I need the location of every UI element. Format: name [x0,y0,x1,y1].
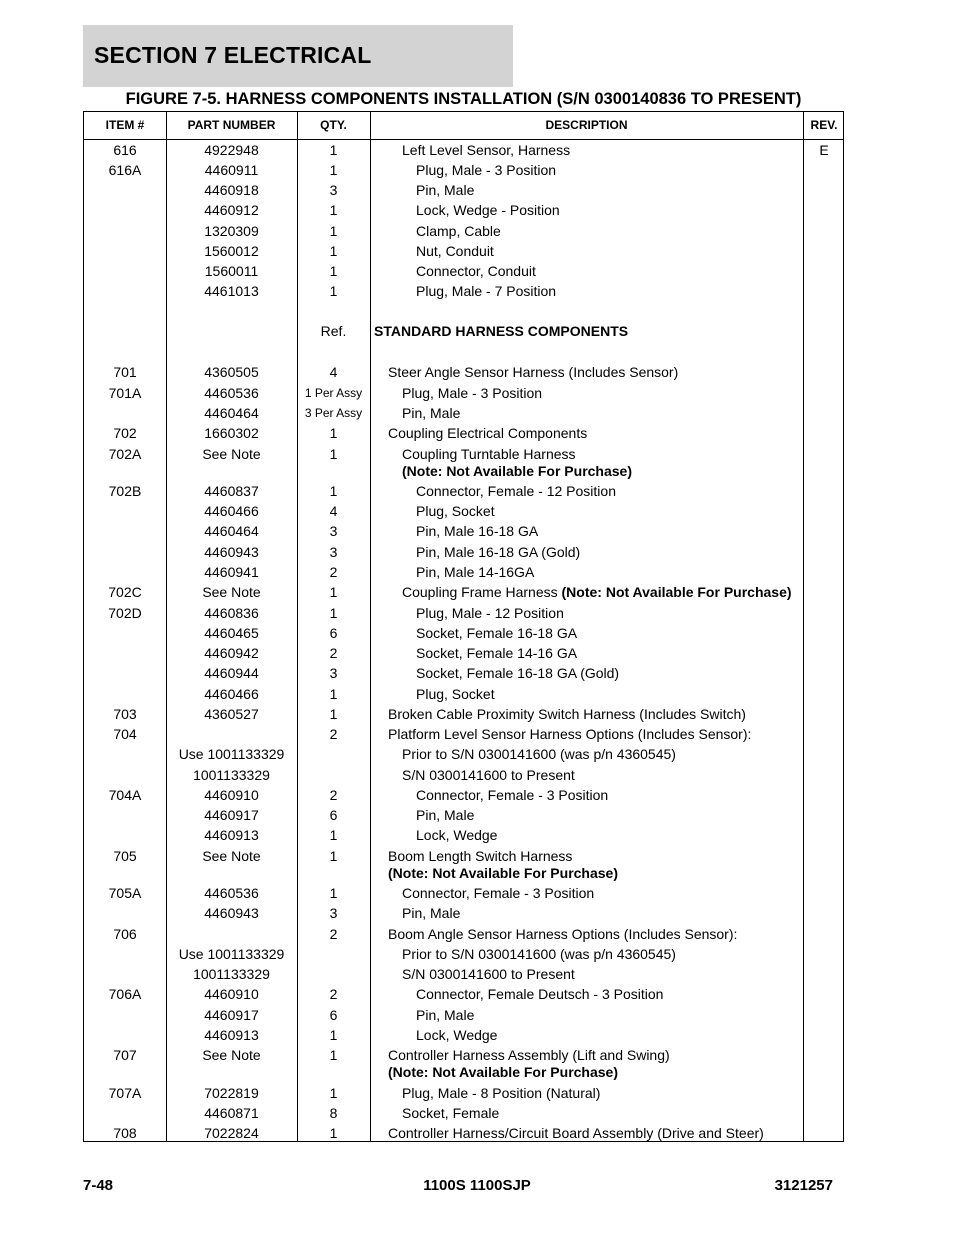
description-text: Socket, Female 16-18 GA [416,625,578,641]
note-text: (Note: Not Available For Purchase) [388,1064,619,1080]
part-number-cell: 1560011 [204,263,259,279]
description-cell [374,706,818,723]
description-cell [374,283,846,300]
header-part-number: PART NUMBER [187,118,276,132]
description-text: Connector, Female - 12 Position [416,483,616,499]
parts-table [83,111,844,1142]
description-text: Plug, Male - 3 Position [416,162,557,178]
description-cell [374,605,846,622]
qty-cell: 2 [329,787,338,803]
description-text: Plug, Male - 3 Position [402,385,543,401]
item-number-cell: 704A [108,787,142,803]
qty-cell: 1 [329,223,338,239]
qty-cell: 3 [329,182,338,198]
header-description: DESCRIPTION [545,118,628,132]
part-number-cell: 4460918 [204,182,259,198]
description-cell [374,686,846,703]
part-number-cell: 4460871 [204,1105,259,1121]
description-cell [374,1007,846,1024]
description-text: Plug, Male - 12 Position [416,605,564,621]
part-number-cell: 7022819 [204,1085,259,1101]
qty-cell: 1 [329,446,338,462]
qty-cell: 1 [329,202,338,218]
description-text: Pin, Male 16-18 GA (Gold) [416,544,581,560]
description-cell [374,926,818,943]
part-number-cell: 4460941 [204,564,259,580]
description-text: Platform Level Sensor Harness Options (Includes Sensor): [388,726,752,742]
part-number-cell: See Note [202,446,261,462]
part-number-cell: 1660302 [204,425,259,441]
description-text: Plug, Male - 7 Position [416,283,557,299]
description-text: Lock, Wedge [416,1027,498,1043]
qty-cell: 6 [329,1007,338,1023]
qty-cell: 1 [329,1027,338,1043]
description-text: Boom Length Switch Harness [388,848,573,864]
part-number-cell: 4460913 [204,827,259,843]
qty-cell: 6 [329,807,338,823]
note-text: (Note: Not Available For Purchase) [388,865,619,881]
part-number-cell: 4460944 [204,665,259,681]
item-number-cell: 705A [108,885,142,901]
qty-cell: 1 [329,1085,338,1101]
part-number-cell: 4460917 [204,1007,259,1023]
description-text: Coupling Turntable Harness [402,446,576,462]
description-cell [374,202,846,219]
note-text: (Note: Not Available For Purchase) [402,463,633,479]
item-number-cell: 702A [108,446,142,462]
qty-cell: 2 [329,986,338,1002]
qty-cell: 2 [329,564,338,580]
description-cell [374,544,846,561]
part-number-cell: See Note [202,1047,261,1063]
description-cell [374,405,832,422]
description-text: Pin, Male [416,807,475,823]
item-number-cell: 707 [113,1047,137,1063]
description-cell [374,425,818,442]
qty-cell: 1 [329,605,338,621]
qty-cell: 3 [329,905,338,921]
description-cell [374,1125,818,1142]
header-divider [84,139,843,140]
description-cell [374,946,832,963]
item-number-cell: 702 [113,425,137,441]
part-number-cell: 1001133329 [193,966,270,982]
description-text: Prior to S/N 0300141600 (was p/n 4360545) [402,746,676,762]
qty-cell: 2 [329,726,338,742]
part-number-cell: 4460917 [204,807,259,823]
description-text: S/N 0300141600 to Present [402,966,575,982]
part-number-cell: See Note [202,848,261,864]
qty-cell: 1 [329,848,338,864]
part-number-cell: Use 1001133329 [178,746,285,762]
description-cell [374,1047,818,1081]
document-number: 3121257 [774,1177,833,1194]
description-text: Plug, Socket [416,686,495,702]
description-text: Pin, Male [402,405,461,421]
description-text: Coupling Electrical Components [388,425,588,441]
description-cell [374,323,804,340]
model-name: 1100S 1100SJP [423,1177,531,1194]
description-text: Socket, Female 16-18 GA (Gold) [416,665,620,681]
part-number-cell: 4460910 [204,787,259,803]
description-cell [374,807,846,824]
qty-cell: 1 [329,263,338,279]
part-number-cell: 4460913 [204,1027,259,1043]
part-number-cell: 1001133329 [193,767,270,783]
description-cell [374,523,846,540]
description-cell [374,182,846,199]
column-divider [370,112,371,1141]
qty-cell: 1 [329,706,338,722]
item-number-cell: 708 [113,1125,137,1141]
qty-cell: 1 [329,425,338,441]
qty-cell: 2 [329,926,338,942]
description-text: Prior to S/N 0300141600 (was p/n 4360545) [402,946,676,962]
description-text: Connector, Conduit [416,263,536,279]
part-number-cell: 4460466 [204,686,259,702]
qty-cell: 3 [329,523,338,539]
part-number-cell: 4460912 [204,202,259,218]
header-qty: QTY. [320,118,347,132]
description-text: Socket, Female 14-16 GA [416,645,578,661]
description-text: STANDARD HARNESS COMPONENTS [374,323,629,339]
part-number-cell: 4460911 [204,162,259,178]
qty-cell: 8 [329,1105,338,1121]
figure-title: FIGURE 7-5. HARNESS COMPONENTS INSTALLATION (S/N 0300140836 TO PRESENT) [125,90,802,108]
description-text: Pin, Male [416,1007,475,1023]
description-cell [374,564,846,581]
description-text: Boom Angle Sensor Harness Options (Includes Sensor): [388,926,738,942]
description-text: Pin, Male [416,182,475,198]
part-number-cell: 4460464 [204,405,259,421]
qty-cell: 6 [329,625,338,641]
qty-cell: 1 [329,584,338,600]
item-number-cell: 616A [108,162,142,178]
description-text: Plug, Male - 8 Position (Natural) [402,1085,601,1101]
part-number-cell: 4460536 [204,885,259,901]
description-cell [374,966,832,983]
description-cell [374,827,846,844]
part-number-cell: 4360527 [204,706,259,722]
description-cell [374,1027,846,1044]
description-cell [374,142,832,159]
qty-cell: 1 [329,243,338,259]
description-text: Nut, Conduit [416,243,494,259]
description-cell [374,446,832,480]
description-cell [374,787,846,804]
description-text: Connector, Female - 3 Position [416,787,609,803]
item-number-cell: 703 [113,706,137,722]
description-text: Connector, Female Deutsch - 3 Position [416,986,664,1002]
part-number-cell: 1320309 [204,223,259,239]
description-cell [374,665,846,682]
qty-cell: 1 [329,1047,338,1063]
description-text: Controller Harness/Circuit Board Assembly (Drive and Steer) [388,1125,764,1141]
description-cell [374,223,846,240]
description-cell [374,885,832,902]
description-text: Broken Cable Proximity Switch Harness (Includes Switch) [388,706,746,722]
header-rev: REV. [810,118,838,132]
description-text: Steer Angle Sensor Harness (Includes Sensor) [388,364,679,380]
part-number-cell: 4461013 [204,283,259,299]
description-cell [374,986,846,1003]
note-text: (Note: Not Available For Purchase) [561,584,792,600]
part-number-cell: 7022824 [204,1125,259,1141]
qty-cell: 2 [329,645,338,661]
description-text: Lock, Wedge [416,827,498,843]
item-number-cell: 706 [113,926,137,942]
rev-cell: E [819,142,829,158]
part-number-cell: 4460943 [204,905,259,921]
description-text: Socket, Female [402,1105,500,1121]
page-number: 7-48 [83,1177,114,1194]
qty-cell: 4 [329,503,338,519]
item-number-cell: 706A [108,986,142,1002]
description-cell [374,767,832,784]
description-cell [374,1085,832,1102]
item-number-cell: 704 [113,726,137,742]
qty-cell: 1 [329,162,338,178]
description-cell [374,483,846,500]
description-cell [374,905,832,922]
description-text: Lock, Wedge - Position [416,202,560,218]
description-text: Pin, Male 16-18 GA [416,523,539,539]
qty-cell: 1 [329,483,338,499]
header-item: ITEM # [105,118,145,132]
part-number-cell: 4460465 [204,625,259,641]
qty-cell: 3 [329,544,338,560]
part-number-cell: 4460943 [204,544,259,560]
part-number-cell: 4460836 [204,605,259,621]
description-text: Left Level Sensor, Harness [402,142,571,158]
item-number-cell: 707A [108,1085,142,1101]
description-text: S/N 0300141600 to Present [402,767,575,783]
section-title: SECTION 7 ELECTRICAL [94,42,372,68]
qty-cell: 1 [329,686,338,702]
description-cell [374,625,846,642]
qty-cell: 4 [329,364,338,380]
qty-cell: 1 [329,142,338,158]
item-number-cell: 705 [113,848,137,864]
qty-cell: 1 Per Assy [304,386,363,400]
description-text: Plug, Socket [416,503,495,519]
description-cell [374,584,832,601]
item-number-cell: 702C [108,584,142,600]
qty-cell: 1 [329,283,338,299]
description-text: Connector, Female - 3 Position [402,885,595,901]
qty-cell: 3 Per Assy [304,406,363,420]
description-cell [374,746,832,763]
item-number-cell: 702B [108,483,142,499]
part-number-cell: 4460464 [204,523,259,539]
qty-cell: 1 [329,1125,338,1141]
description-cell [374,1105,832,1122]
item-number-cell: 702D [108,605,142,621]
part-number-cell: 4460466 [204,503,259,519]
part-number-cell: 1560012 [204,243,259,259]
description-cell [374,645,846,662]
description-cell [374,848,818,882]
part-number-cell: 4460910 [204,986,259,1002]
description-cell [374,503,846,520]
description-text: Pin, Male 14-16GA [416,564,535,580]
qty-cell: 1 [329,885,338,901]
description-cell [374,385,832,402]
description-text: Controller Harness Assembly (Lift and Swing) [388,1047,670,1063]
part-number-cell: Use 1001133329 [178,946,285,962]
part-number-cell: 4922948 [204,142,259,158]
item-number-cell: 701 [113,364,137,380]
qty-cell: 1 [329,827,338,843]
part-number-cell: 4360505 [204,364,259,380]
description-text: Coupling Frame Harness [402,584,562,600]
qty-cell: 3 [329,665,338,681]
qty-cell: Ref. [320,323,347,339]
part-number-cell: 4460942 [204,645,259,661]
item-number-cell: 701A [108,385,142,401]
description-cell [374,162,846,179]
description-cell [374,726,818,743]
part-number-cell: 4460837 [204,483,259,499]
description-text: Pin, Male [402,905,461,921]
description-text: Clamp, Cable [416,223,501,239]
item-number-cell: 616 [113,142,137,158]
description-cell [374,364,818,381]
part-number-cell: 4460536 [204,385,259,401]
description-cell [374,243,846,260]
description-cell [374,263,846,280]
part-number-cell: See Note [202,584,261,600]
